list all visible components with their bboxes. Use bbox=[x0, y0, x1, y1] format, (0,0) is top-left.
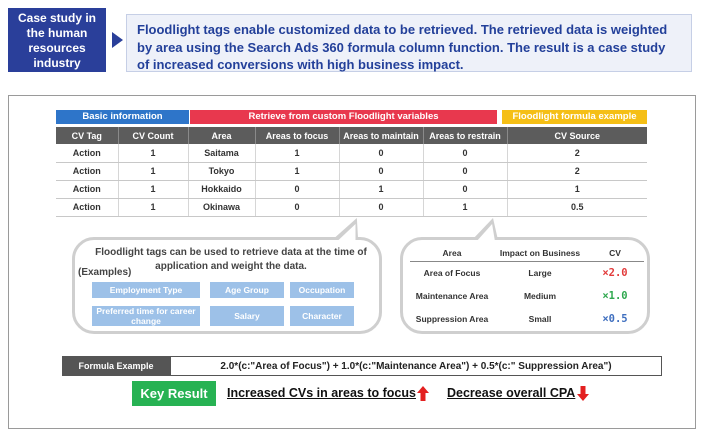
section-basic-information: Basic information bbox=[56, 110, 189, 124]
examples-label: (Examples) bbox=[78, 267, 132, 278]
example-chip: Character bbox=[290, 306, 354, 326]
headline: Floodlight tags enable customized data to be retrieved. The retrieved data is weighted by area using the Search Ads 360 formula column function. The result is a case study of increased conversions with high business impact. bbox=[126, 14, 692, 72]
table-cell: 1 bbox=[118, 198, 188, 216]
table-header-row bbox=[56, 127, 647, 144]
table-row bbox=[56, 198, 647, 216]
column-header: Areas to focus bbox=[255, 127, 339, 144]
table-cell: 0 bbox=[255, 180, 339, 198]
section-formula-example: Floodlight formula example bbox=[502, 110, 647, 124]
table-cell: 0 bbox=[423, 144, 507, 162]
table-cell: 1 bbox=[118, 162, 188, 180]
table-cell: Medium bbox=[523, 290, 557, 301]
table-cell: 0 bbox=[339, 162, 423, 180]
table-cell: Small bbox=[528, 313, 552, 324]
column-header: Areas to restrain bbox=[423, 127, 507, 144]
table-cell: Okinawa bbox=[188, 198, 255, 216]
result-increased-cvs: Increased CVs in areas to focus bbox=[227, 386, 416, 400]
table-cell: Tokyo bbox=[188, 162, 255, 180]
table-cell: 0.5 bbox=[507, 198, 647, 216]
example-chip: Employment Type bbox=[92, 282, 200, 298]
impact-table bbox=[410, 246, 644, 330]
table-cell: Saitama bbox=[188, 144, 255, 162]
table-cell: Suppression Area bbox=[415, 313, 489, 324]
cv-multiplier: ×2.0 bbox=[602, 266, 628, 279]
table-cell: Area of Focus bbox=[423, 267, 481, 278]
table-row bbox=[56, 144, 647, 162]
key-result-badge: Key Result bbox=[132, 381, 216, 406]
case-study-tag: Case study in the human resources industry bbox=[8, 8, 106, 72]
column-header: Impact on Business bbox=[494, 246, 586, 261]
table-cell: 1 bbox=[423, 198, 507, 216]
column-header: CV Source bbox=[507, 127, 647, 144]
table-cell: 0 bbox=[423, 180, 507, 198]
table-row bbox=[410, 307, 644, 330]
example-chip: Occupation bbox=[290, 282, 354, 298]
table-cell: 1 bbox=[339, 180, 423, 198]
table-cell: Large bbox=[528, 267, 552, 278]
table-cell: 0 bbox=[339, 144, 423, 162]
result-decrease-cpa: Decrease overall CPA bbox=[447, 386, 576, 400]
column-header: Area bbox=[188, 127, 255, 144]
table-cell: 0 bbox=[255, 198, 339, 216]
chevron-right-icon bbox=[112, 32, 123, 48]
table-row bbox=[56, 180, 647, 198]
table-cell: Action bbox=[56, 162, 118, 180]
column-header: Areas to maintain bbox=[339, 127, 423, 144]
column-header: CV Count bbox=[118, 127, 188, 144]
table-cell: 1 bbox=[255, 144, 339, 162]
table-cell: 1 bbox=[507, 180, 647, 198]
table-cell: Maintenance Area bbox=[415, 290, 489, 301]
table-row bbox=[410, 261, 644, 284]
up-arrow-icon bbox=[417, 386, 429, 401]
section-custom-variables: Retrieve from custom Floodlight variables bbox=[190, 110, 497, 124]
table-cell: 0 bbox=[423, 162, 507, 180]
example-chip: Salary bbox=[210, 306, 284, 326]
table-header-row bbox=[410, 246, 644, 261]
cv-multiplier: ×1.0 bbox=[602, 289, 628, 302]
table-row bbox=[56, 162, 647, 180]
column-header: CV bbox=[586, 246, 644, 261]
cv-multiplier: ×0.5 bbox=[602, 312, 628, 325]
formula-value: 2.0*(c:"Area of Focus") + 1.0*(c:"Maintenance Area") + 0.5*(c:" Suppression Area") bbox=[170, 356, 662, 376]
column-header: Area bbox=[410, 246, 494, 261]
cv-data-table bbox=[56, 127, 647, 217]
floodlight-description: Floodlight tags can be used to retrieve data at the time of application and weight the data. bbox=[95, 247, 367, 272]
example-chip: Preferred time for career change bbox=[92, 306, 200, 326]
table-cell: 1 bbox=[118, 180, 188, 198]
table-cell: Action bbox=[56, 144, 118, 162]
table-cell: Hokkaido bbox=[188, 180, 255, 198]
table-cell: 0 bbox=[339, 198, 423, 216]
example-chip: Age Group bbox=[210, 282, 284, 298]
table-cell: Action bbox=[56, 180, 118, 198]
table-cell: 1 bbox=[255, 162, 339, 180]
table-cell: 2 bbox=[507, 144, 647, 162]
table-cell: 2 bbox=[507, 162, 647, 180]
table-cell: 1 bbox=[118, 144, 188, 162]
down-arrow-icon bbox=[577, 386, 589, 401]
table-cell: Action bbox=[56, 198, 118, 216]
column-header: CV Tag bbox=[56, 127, 118, 144]
formula-label: Formula Example bbox=[62, 356, 170, 376]
table-row bbox=[410, 284, 644, 307]
